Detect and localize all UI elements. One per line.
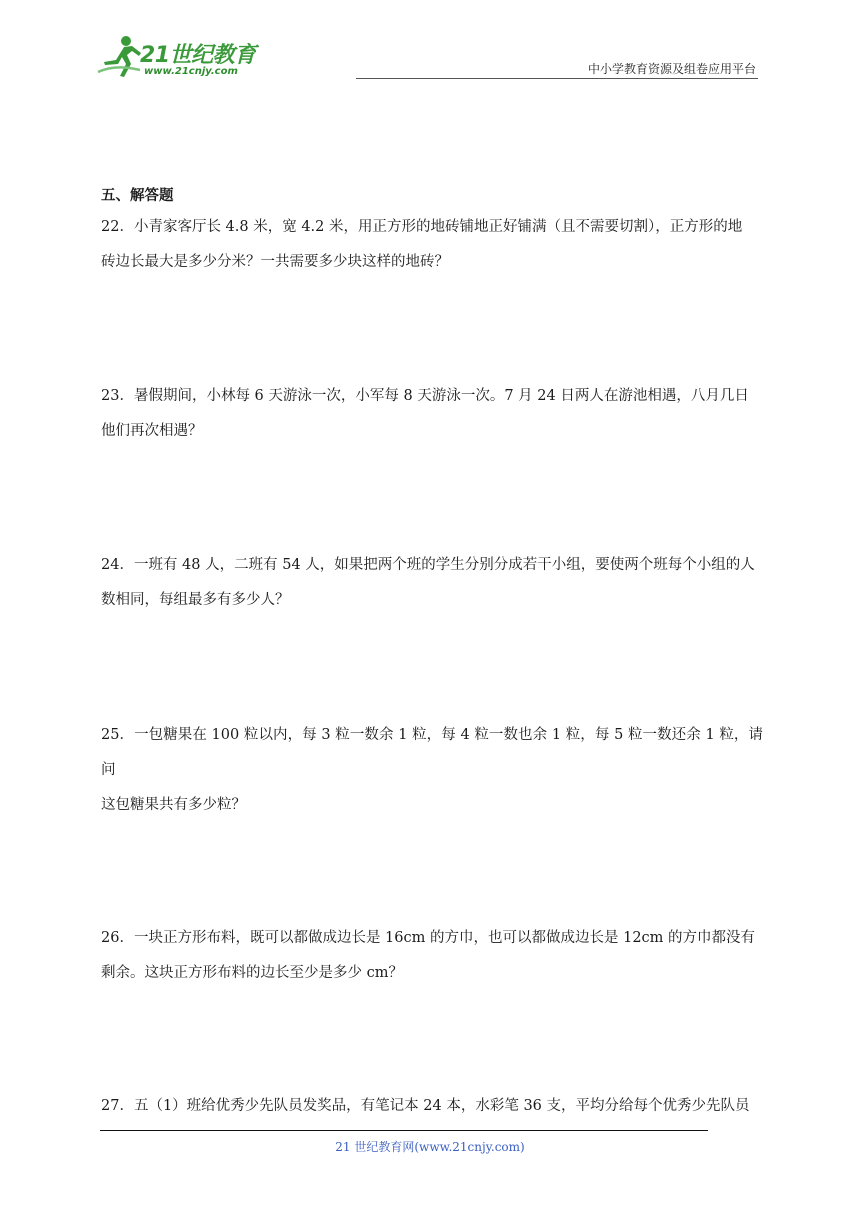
logo: [96, 34, 266, 80]
runner-logo-icon: [96, 34, 146, 80]
question-line: 数相同，每组最多有多少人？: [101, 592, 290, 608]
platform-name: 中小学教育资源及组卷应用平台: [587, 62, 756, 76]
question-27: [101, 1089, 763, 1124]
question-25: [101, 718, 763, 823]
question-line: 他们再次相遇？: [101, 423, 203, 439]
question-24: [101, 548, 763, 618]
question-line: 27．五（1）班给优秀少先队员发奖品，有笔记本 24 本，水彩笔 36 支，平均分给每个优秀少先队员: [101, 1098, 750, 1114]
page-header: [96, 28, 758, 84]
header-divider: [356, 78, 758, 79]
logo-url: www.21cnjy.com: [144, 66, 238, 77]
question-line: 24．一班有 48 人，二班有 54 人，如果把两个班的学生分别分成若干小组，要使两个班每个小组的人: [101, 557, 755, 573]
question-23: [101, 379, 763, 449]
question-line: 剩余。这块正方形布料的边长至少是多少 cm？: [101, 965, 403, 981]
question-26: [101, 921, 763, 991]
footer-divider: [100, 1130, 708, 1131]
question-line: 砖边长最大是多少分米？一共需要多少块这样的地砖？: [101, 254, 449, 270]
question-line: 26．一块正方形布料，既可以都做成边长是 16cm 的方巾，也可以都做成边长是 12cm 的方巾都没有: [101, 930, 756, 946]
section-title: 五、解答题: [101, 187, 174, 204]
question-22: [101, 210, 763, 280]
question-line: 23．暑假期间，小林每 6 天游泳一次，小军每 8 天游泳一次。7 月 24 日两人在游池相遇，八月几日: [101, 388, 749, 404]
footer-link[interactable]: 21 世纪教育网(www.21cnjy.com): [335, 1140, 525, 1154]
question-line: 22．小青家客厅长 4.8 米，宽 4.2 米，用正方形的地砖铺地正好铺满（且不需要切割），正方形的地: [101, 219, 743, 235]
logo-wordmark: 21世纪教育: [140, 43, 256, 68]
question-line: 这包糖果共有多少粒？: [101, 797, 246, 813]
question-line: 25．一包糖果在 100 粒以内，每 3 粒一数余 1 粒，每 4 粒一数也余 1 粒，每 5 粒一数还余 1 粒，请问: [101, 727, 763, 778]
